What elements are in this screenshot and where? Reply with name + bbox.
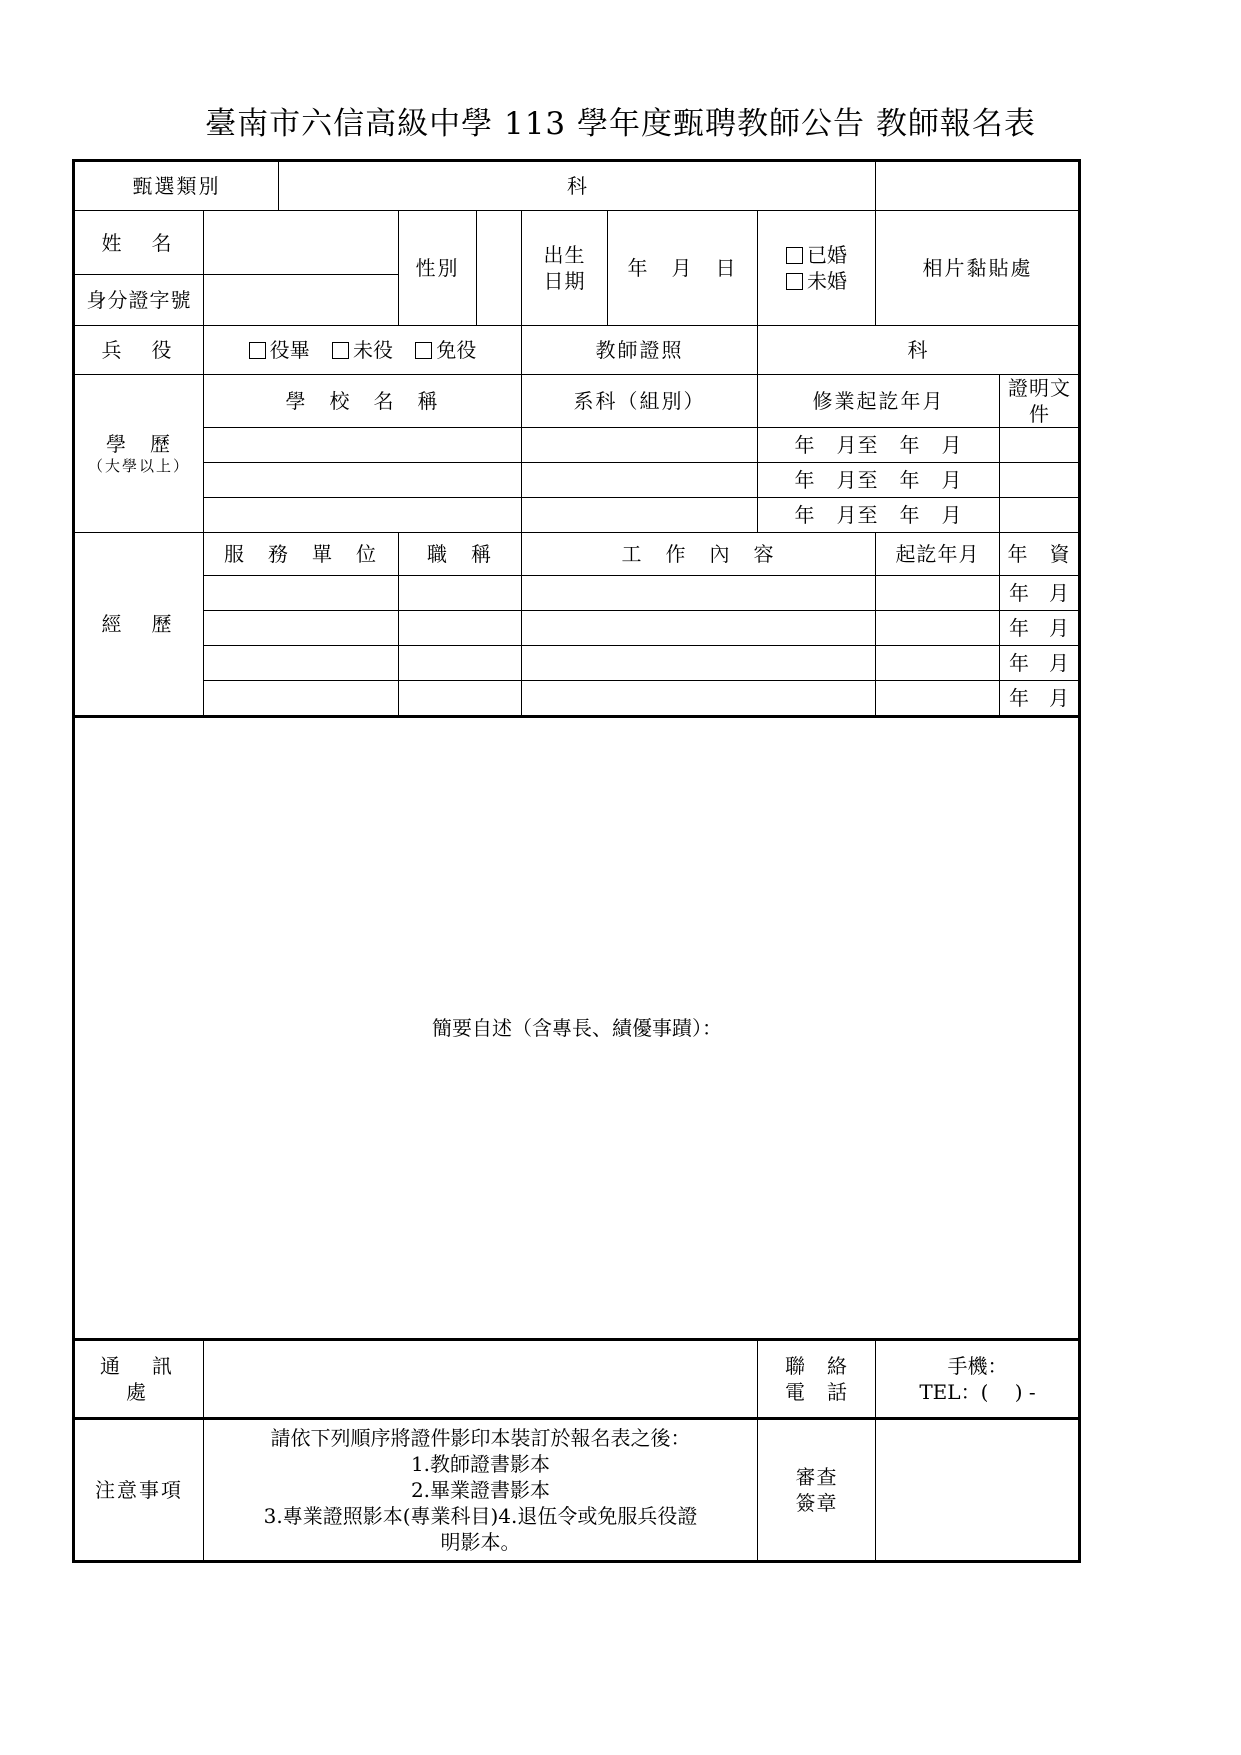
marital-single-label: 未婚 (807, 269, 847, 293)
education-period-0[interactable]: 年 月至 年 月 (758, 428, 1000, 463)
experience-years-0[interactable]: 年 月 (1000, 576, 1080, 611)
category-spacer (876, 161, 1080, 211)
row-education-header (74, 375, 1080, 428)
registration-form-table (72, 159, 1081, 1563)
experience-content-3[interactable] (522, 681, 876, 717)
checkbox-icon[interactable] (249, 342, 266, 359)
checkbox-icon[interactable] (415, 342, 432, 359)
education-label-text: 學 歷 (106, 431, 172, 456)
checkbox-icon[interactable] (786, 247, 803, 264)
experience-header-years: 年 資 (1000, 533, 1080, 576)
military-option-0-label: 役畢 (269, 338, 310, 362)
self-introduction-area[interactable] (74, 717, 1080, 1340)
experience-header-unit: 服 務 單 位 (204, 533, 399, 576)
experience-header-title: 職 稱 (399, 533, 522, 576)
military-option-1-label: 未役 (353, 338, 393, 362)
row-address (74, 1340, 1080, 1419)
education-row (74, 463, 1080, 498)
experience-years-1[interactable]: 年 月 (1000, 611, 1080, 646)
self-introduction-label: 簡要自述（含專長、績優事蹟）： (432, 1016, 722, 1040)
experience-unit-3[interactable] (204, 681, 399, 717)
checkbox-icon[interactable] (786, 273, 803, 290)
teacher-cert-value[interactable]: 科 (758, 326, 1080, 375)
row-category (74, 161, 1080, 211)
experience-period-1[interactable] (876, 611, 1000, 646)
review-signature-value[interactable] (876, 1419, 1080, 1562)
row-notes (74, 1419, 1080, 1562)
review-label-line1: 審查 (795, 1465, 838, 1489)
education-label (74, 375, 204, 533)
education-header-period: 修業起訖年月 (758, 375, 1000, 428)
notes-line-4: 明影本。 (440, 1530, 521, 1554)
education-dept-2[interactable] (522, 498, 758, 533)
education-proof-1[interactable] (1000, 463, 1080, 498)
category-label: 甄選類別 (74, 161, 279, 211)
education-period-1[interactable]: 年 月至 年 月 (758, 463, 1000, 498)
marital-status-group (758, 211, 876, 326)
education-school-2[interactable] (204, 498, 522, 533)
page-title: 臺南市六信高級中學 113 學年度甄聘教師公告 教師報名表 (205, 106, 1036, 142)
birth-value[interactable]: 年 月 日 (608, 211, 758, 326)
marital-married-label: 已婚 (807, 243, 847, 267)
teacher-cert-label: 教師證照 (522, 326, 758, 375)
education-proof-2[interactable] (1000, 498, 1080, 533)
education-header-dept: 系科（組別） (522, 375, 758, 428)
photo-paste-area: 相片黏貼處 (876, 211, 1080, 326)
military-option-2-label: 免役 (436, 338, 477, 362)
checkbox-icon[interactable] (332, 342, 349, 359)
experience-header-period: 起訖年月 (876, 533, 1000, 576)
row-name (74, 211, 1080, 275)
experience-content-2[interactable] (522, 646, 876, 681)
experience-period-0[interactable] (876, 576, 1000, 611)
experience-period-2[interactable] (876, 646, 1000, 681)
address-value[interactable] (204, 1340, 758, 1419)
experience-header-content: 工 作 內 容 (522, 533, 876, 576)
education-row (74, 428, 1080, 463)
education-period-2[interactable]: 年 月至 年 月 (758, 498, 1000, 533)
gender-value[interactable] (477, 211, 522, 326)
military-option-0[interactable] (249, 337, 310, 363)
experience-label: 經 歷 (74, 533, 204, 717)
gender-label: 性別 (399, 211, 477, 326)
experience-row (74, 646, 1080, 681)
marital-married-option[interactable] (758, 242, 875, 268)
education-dept-0[interactable] (522, 428, 758, 463)
education-school-0[interactable] (204, 428, 522, 463)
experience-title-2[interactable] (399, 646, 522, 681)
experience-years-3[interactable]: 年 月 (1000, 681, 1080, 717)
military-label: 兵 役 (74, 326, 204, 375)
name-label: 姓 名 (74, 211, 204, 275)
notes-label: 注意事項 (74, 1419, 204, 1562)
birth-label (522, 211, 608, 326)
notes-line-2: 2.畢業證書影本 (410, 1478, 551, 1502)
marital-single-option[interactable] (758, 268, 875, 294)
notes-line-0: 請依下列順序將證件影印本裝訂於報名表之後： (270, 1426, 691, 1450)
name-value[interactable] (204, 211, 399, 275)
experience-title-3[interactable] (399, 681, 522, 717)
row-military-cert (74, 326, 1080, 375)
contact-label-line1: 聯 絡 (785, 1354, 848, 1378)
military-option-1[interactable] (332, 337, 393, 363)
experience-title-0[interactable] (399, 576, 522, 611)
experience-row (74, 611, 1080, 646)
education-proof-0[interactable] (1000, 428, 1080, 463)
education-school-1[interactable] (204, 463, 522, 498)
experience-unit-0[interactable] (204, 576, 399, 611)
notes-content (204, 1419, 758, 1562)
contact-label (758, 1340, 876, 1419)
review-signature-label (758, 1419, 876, 1562)
experience-content-1[interactable] (522, 611, 876, 646)
row-self-introduction (74, 717, 1080, 1340)
contact-label-line2: 電 話 (785, 1380, 848, 1404)
address-label: 通 訊 處 (74, 1340, 204, 1419)
education-sublabel: （大學以上） (87, 456, 190, 475)
experience-row (74, 576, 1080, 611)
experience-unit-1[interactable] (204, 611, 399, 646)
education-header-proof: 證明文件 (1000, 375, 1080, 428)
id-label: 身分證字號 (74, 275, 204, 326)
contact-tel[interactable]: TEL：( ) - (919, 1380, 1036, 1404)
education-dept-1[interactable] (522, 463, 758, 498)
notes-line-3: 3.專業證照影本(專業科目)4.退伍令或免服兵役證 (263, 1504, 698, 1528)
experience-content-0[interactable] (522, 576, 876, 611)
military-option-2[interactable] (415, 337, 476, 363)
education-row (74, 498, 1080, 533)
id-value[interactable] (204, 275, 399, 326)
experience-period-3[interactable] (876, 681, 1000, 717)
birth-label-line2: 日期 (543, 269, 586, 293)
military-options (204, 326, 522, 375)
birth-label-line1: 出生 (543, 243, 586, 267)
contact-value[interactable] (876, 1340, 1080, 1419)
category-value[interactable]: 科 (279, 161, 876, 211)
notes-line-1: 1.教師證書影本 (410, 1452, 551, 1476)
experience-row (74, 681, 1080, 717)
contact-mobile[interactable]: 手機： (947, 1354, 1008, 1378)
experience-title-1[interactable] (399, 611, 522, 646)
review-label-line2: 簽章 (795, 1491, 838, 1515)
education-header-school: 學 校 名 稱 (204, 375, 522, 428)
experience-unit-2[interactable] (204, 646, 399, 681)
experience-years-2[interactable]: 年 月 (1000, 646, 1080, 681)
row-experience-header (74, 533, 1080, 576)
